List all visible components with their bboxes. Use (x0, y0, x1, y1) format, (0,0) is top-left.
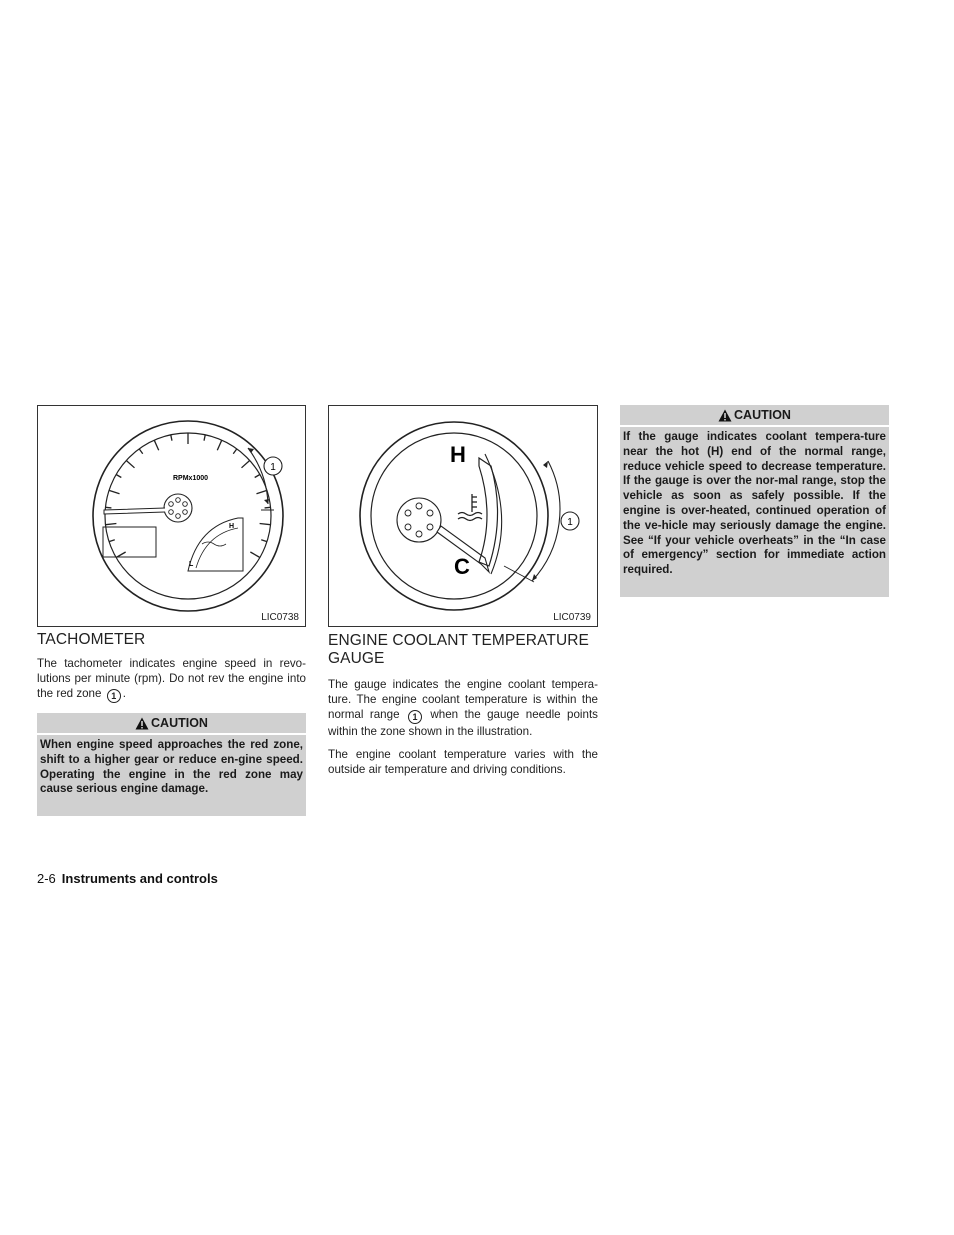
tachometer-tick (261, 540, 267, 542)
tachometer-paragraph-end: . (122, 687, 126, 700)
page-number: 2-6 (37, 871, 56, 886)
tachometer-paragraph-text: The tachometer indicates engine speed in revo-lutions per minute (rpm). Do not rev the engine into the red zone (37, 657, 306, 700)
tachometer-tick (105, 507, 111, 508)
tachometer-figure-label: LIC0738 (261, 612, 299, 623)
tachometer-tick (126, 460, 134, 467)
coolant-heading: ENGINE COOLANT TEMPERATURE GAUGE (328, 632, 589, 667)
page-footer (37, 871, 218, 886)
tachometer-tick (233, 449, 237, 454)
caution-title: CAUTION (734, 408, 791, 422)
coolant-paragraph-1 (328, 677, 598, 739)
tachometer-tick (105, 524, 116, 525)
coolant-gauge-figure (328, 405, 598, 627)
tachometer-callout: 1 (270, 462, 276, 473)
cold-letter: C (454, 554, 470, 579)
mini-gauge-h: H (229, 523, 235, 530)
tachometer-figure (37, 405, 306, 627)
caution-header (37, 713, 306, 735)
coolant-paragraph-2: The engine coolant temperature varies with the outside air temperature and driving conditions. (328, 748, 598, 776)
caution-title: CAUTION (151, 716, 208, 730)
warning-icon (135, 717, 149, 730)
tachometer-tick (154, 440, 158, 450)
hot-letter: H (450, 442, 466, 467)
tachometer-tick (217, 440, 221, 450)
tachometer-tick (265, 507, 271, 508)
tachometer-tick (109, 540, 115, 542)
tachometer-tick (139, 449, 143, 454)
coolant-paragraph-1-end: when the gauge needle points within the zone shown in the illustration. (328, 708, 598, 738)
coolant-temperature-icon (458, 494, 482, 521)
tachometer-tick (260, 524, 271, 525)
coolant-paragraph-1-start: The gauge indicates the engine coolant tempera-ture. The engine coolant temperature is within the normal range (328, 678, 598, 721)
normal-range-callout-marker: 1 (408, 710, 422, 724)
caution-header (620, 405, 889, 427)
tachometer-paragraph (37, 656, 306, 703)
coolant-gauge-illustration (329, 406, 599, 628)
mini-gauge-l: L (189, 561, 194, 568)
warning-icon (718, 409, 732, 422)
tachometer-tick (109, 490, 119, 493)
tachometer-tick (255, 475, 260, 478)
tachometer-tick (116, 475, 121, 478)
tachometer-tick (242, 460, 250, 467)
tachometer-caution (37, 713, 306, 816)
tachometer-tick (250, 552, 260, 558)
coolant-figure-label: LIC0739 (553, 612, 591, 623)
tachometer-tick (204, 435, 205, 441)
zone-callout-marker: 1 (107, 689, 121, 703)
coolant-caution (620, 405, 889, 597)
tachometer-tick (171, 435, 172, 441)
tachometer-tick (256, 490, 266, 493)
tachometer-heading: TACHOMETER (37, 631, 146, 648)
coolant-callout: 1 (567, 517, 573, 528)
caution-text: When engine speed approaches the red zone, shift to a higher gear or reduce en-gine speed. Operating the engine in the red zone may cause serious engine damage. (40, 738, 303, 796)
tachometer-illustration (38, 406, 307, 628)
section-title: Instruments and controls (61, 871, 218, 886)
caution-text: If the gauge indicates coolant tempera-ture near the hot (H) end of the normal range, reduce vehicle speed to decrease temperature. If the gauge is over the nor-mal range, stop the vehicle as soon as safely possible. If the engine is over-heated, continued operation of the ve-hicle may seriously damage the engine. See “If your vehicle overheats” in the “In case of emergency” section for immediate action required. (623, 430, 886, 577)
tachometer-dial-text: RPMx1000 (173, 475, 209, 482)
